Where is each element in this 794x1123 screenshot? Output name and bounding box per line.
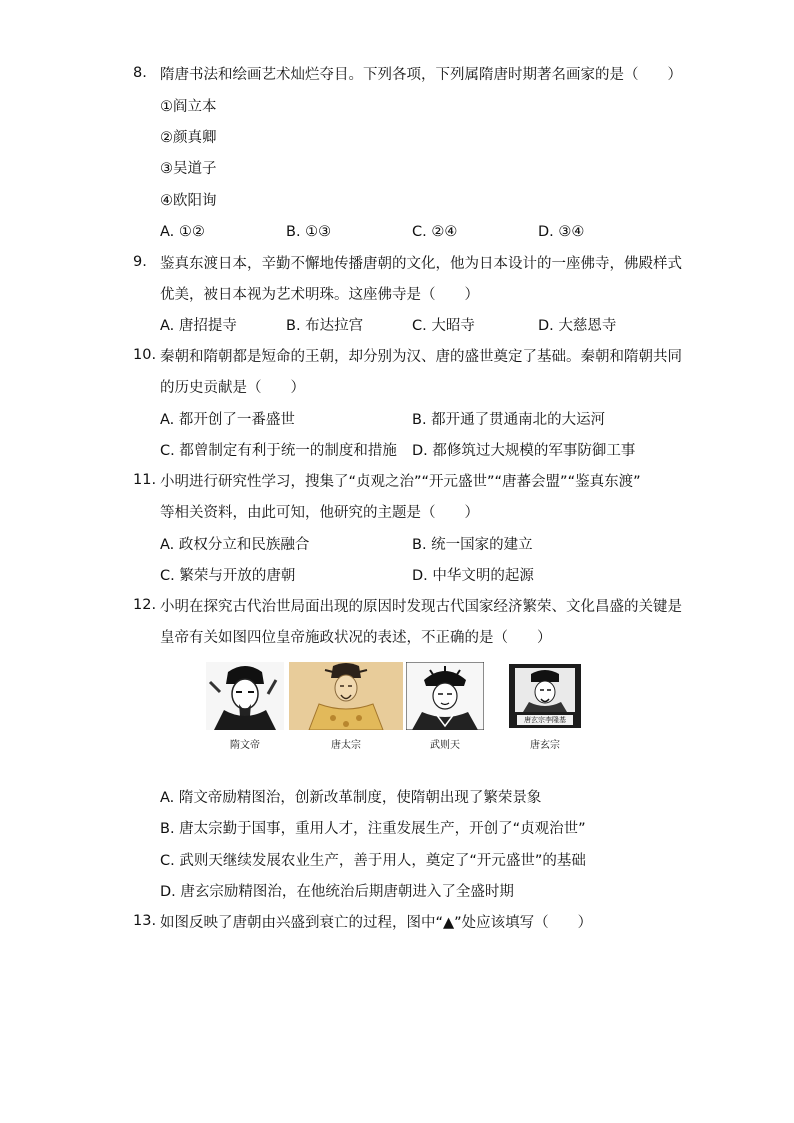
option-b[interactable]: B. ①③ (286, 224, 332, 240)
option-a[interactable]: A. 隋文帝励精图治，创新改革制度，使隋朝出现了繁荣景象 (160, 790, 542, 806)
caption-tang-xuanzong: 唐玄宗 (530, 740, 560, 751)
option-d[interactable]: D. 唐玄宗励精图治，在他统治后期唐朝进入了全盛时期 (160, 884, 514, 900)
question-number: 10. (133, 347, 157, 363)
option-c[interactable]: C. ②④ (412, 224, 458, 240)
question-stem-line-2: 优美，被日本视为艺术明珠。这座佛寺是（ ） (160, 287, 479, 303)
question-stem-line-1: 秦朝和隋朝都是短命的王朝，却分别为汉、唐的盛世奠定了基础。秦朝和隋朝共同 (160, 349, 682, 365)
option-a[interactable]: A. 唐招提寺 (160, 318, 237, 334)
option-c[interactable]: C. 繁荣与开放的唐朝 (160, 568, 296, 584)
question-stem: 如图反映了唐朝由兴盛到衰亡的过程，图中“▲”处应该填写（ ） (160, 915, 593, 931)
portrait-wu-zetian (406, 662, 484, 752)
option-b[interactable]: B. 唐太宗勤于国事，重用人才，注重发展生产，开创了“贞观治世” (160, 821, 586, 837)
tang-taizong-image (289, 662, 403, 730)
question-stem-line-1: 小明在探究古代治世局面出现的原因时发现古代国家经济繁荣、文化昌盛的关键是 (160, 599, 682, 615)
sui-wendi-image (206, 662, 284, 730)
question-stem-line-2: 皇帝有关如图四位皇帝施政状况的表述，不正确的是（ ） (160, 630, 552, 646)
option-c[interactable]: C. 武则天继续发展农业生产，善于用人，奠定了“开元盛世”的基础 (160, 853, 586, 869)
sui-wendi-portrait-icon (206, 662, 284, 730)
option-b[interactable]: B. 布达拉宫 (286, 318, 364, 334)
option-a[interactable]: A. ①② (160, 224, 205, 240)
portrait-sui-wendi (206, 662, 284, 752)
portrait-tang-xuanzong (507, 662, 583, 752)
option-c[interactable]: C. 都曾制定有利于统一的制度和措施 (160, 443, 397, 459)
question-stem-line-1: 小明进行研究性学习，搜集了“贞观之治”“开元盛世”“唐蕃会盟”“鉴真东渡” (160, 474, 641, 490)
item-2: ②颜真卿 (160, 130, 217, 146)
option-a[interactable]: A. 都开创了一番盛世 (160, 412, 295, 428)
wu-zetian-portrait-icon (406, 662, 484, 730)
caption-wu-zetian: 武则天 (430, 740, 460, 751)
tang-xuanzong-plaque: 唐玄宗李隆基 (524, 716, 566, 724)
option-c[interactable]: C. 大昭寺 (412, 318, 475, 334)
question-number: 11. (133, 472, 157, 488)
caption-tang-taizong: 唐太宗 (331, 740, 361, 751)
caption-sui-wendi: 隋文帝 (230, 740, 260, 751)
option-d[interactable]: D. ③④ (538, 224, 585, 240)
question-number: 9. (133, 254, 147, 270)
option-d[interactable]: D. 都修筑过大规模的军事防御工事 (412, 443, 636, 459)
wu-zetian-image (406, 662, 484, 730)
option-b[interactable]: B. 都开通了贯通南北的大运河 (412, 412, 606, 428)
question-number: 12. (133, 597, 157, 613)
question-stem-line-2: 的历史贡献是（ ） (160, 380, 305, 396)
portrait-tang-taizong (289, 662, 403, 752)
item-3: ③吴道子 (160, 161, 217, 177)
item-4: ④欧阳询 (160, 193, 217, 209)
option-d[interactable]: D. 中华文明的起源 (412, 568, 534, 584)
tang-xuanzong-image (509, 664, 581, 728)
option-a[interactable]: A. 政权分立和民族融合 (160, 537, 310, 553)
tang-taizong-portrait-icon (289, 662, 403, 730)
question-stem-line-1: 鉴真东渡日本，辛勤不懈地传播唐朝的文化，他为日本设计的一座佛寺，佛殿样式 (160, 256, 682, 272)
option-d[interactable]: D. 大慈恩寺 (538, 318, 617, 334)
question-number: 8. (133, 65, 147, 81)
question-number: 13. (133, 913, 157, 929)
option-b[interactable]: B. 统一国家的建立 (412, 537, 533, 553)
item-1: ①阎立本 (160, 99, 217, 115)
question-stem: 隋唐书法和绘画艺术灿烂夺目。下列各项，下列属隋唐时期著名画家的是（ ） (160, 67, 682, 83)
question-stem-line-2: 等相关资料，由此可知，他研究的主题是（ ） (160, 505, 479, 521)
